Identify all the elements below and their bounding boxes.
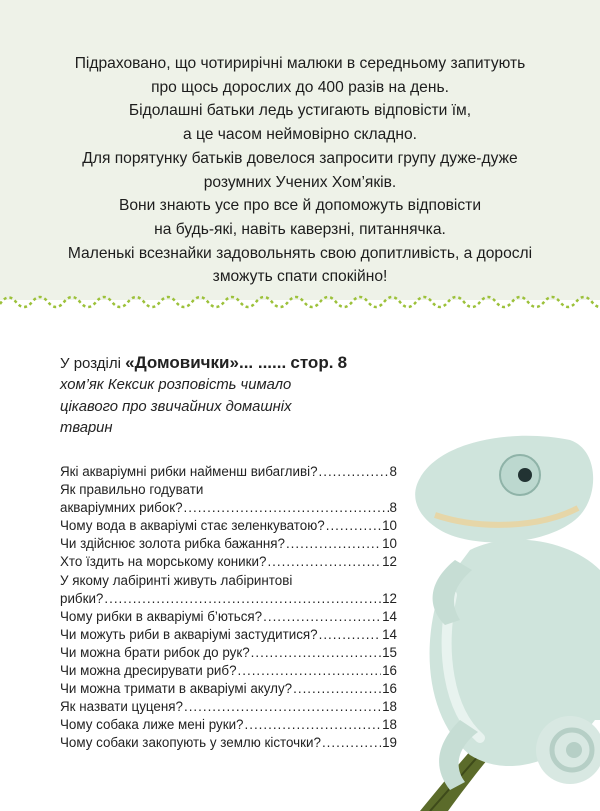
toc-page: 19 [382, 735, 397, 751]
toc-leader [293, 680, 381, 698]
toc-entry[interactable] [60, 716, 397, 734]
toc-title: Чи можна тримати в акваріумі акулу? [60, 681, 293, 697]
toc-entry[interactable] [60, 734, 397, 752]
toc-page: 18 [382, 717, 397, 733]
toc-leader [322, 734, 381, 752]
intro-line: розумних Учених Хом’яків. [203, 173, 397, 191]
toc-page: 16 [382, 663, 397, 679]
intro-line: зможуть спати спокійно! [212, 268, 388, 286]
toc-leader [263, 608, 381, 626]
toc-leader [286, 535, 381, 553]
toc-entry[interactable] [60, 481, 397, 517]
toc-leader [326, 517, 381, 535]
toc-leader [251, 644, 381, 662]
intro-line: Підраховано, що чотирирічні малюки в середньому запитують [74, 55, 526, 72]
section-description-line: цікавого про звичайних домашніх [60, 398, 292, 415]
toc-leader [245, 716, 382, 734]
toc-title: Чи можна брати рибок до рук? [60, 644, 250, 660]
toc-entry[interactable] [60, 680, 397, 698]
section-description-line: хом’як Кексик розповість чимало [60, 377, 292, 393]
toc-page: 14 [382, 608, 397, 624]
toc-entry[interactable] [60, 535, 397, 553]
intro-line: на будь-які, навіть каверзні, питаннячка. [154, 220, 446, 238]
section-prefix: У розділі [60, 355, 121, 372]
toc-leader [267, 553, 381, 571]
intro-line: а це часом неймовірно складно. [183, 126, 417, 144]
toc-page: 8 [389, 464, 397, 479]
toc-title: Чи можуть риби в акваріумі застудитися? [60, 626, 318, 642]
section-page-number: 8 [337, 353, 348, 372]
toc-leader [104, 590, 381, 608]
section-page-word: стор. [290, 353, 334, 372]
toc-page: 16 [382, 681, 397, 697]
toc-title: Чому собака лиже мені руки? [60, 717, 244, 733]
toc-leader [319, 463, 389, 481]
toc-page: 10 [382, 518, 397, 534]
toc-title: Чи здійснює золота рибка бажання? [60, 536, 285, 552]
toc-page: 8 [389, 500, 397, 516]
toc-title: Чому собаки закопують у землю кісточки? [60, 735, 321, 751]
intro-line: Для порятунку батьків довелося запросити групу дуже-дуже [82, 149, 518, 167]
intro-line: Бідолашні батьки ледь устигають відповісти їм, [128, 102, 472, 120]
section-title-line [60, 352, 410, 375]
section-name: «Домовички» [125, 353, 239, 372]
intro-text [40, 52, 560, 289]
table-of-contents [60, 463, 397, 753]
wavy-divider [0, 290, 600, 314]
section-dots: ... ...... [238, 353, 287, 372]
toc-title: Як правильно годувати [60, 482, 204, 498]
toc-title: Які акваріумні рибки найменш вибагливі? [60, 464, 318, 479]
toc-entry[interactable] [60, 662, 397, 680]
toc-title: Чому вода в акваріумі стає зеленкуватою? [60, 518, 325, 534]
toc-entry[interactable] [60, 517, 397, 535]
toc-leader [184, 499, 389, 517]
toc-page: 14 [382, 626, 397, 642]
toc-leader [184, 698, 381, 716]
section-description-line: тварин [60, 420, 113, 436]
toc-title: Чому рибки в акваріумі б’ються? [60, 608, 263, 624]
toc-page: 12 [382, 590, 397, 606]
toc-title-cont: рибки? [60, 590, 104, 606]
toc-entry[interactable] [60, 698, 397, 716]
toc-page: 12 [382, 554, 397, 570]
section-heading [60, 352, 410, 440]
toc-leader [319, 626, 382, 644]
toc-entry[interactable] [60, 572, 397, 608]
toc-entry[interactable] [60, 553, 397, 571]
toc-title: Як назвати цуценя? [60, 699, 183, 715]
toc-leader [238, 662, 382, 680]
toc-title-cont: акваріумних рибок? [60, 500, 183, 516]
intro-line: Вони знають усе про все й допоможуть відповісти [118, 197, 482, 215]
toc-entry[interactable] [60, 626, 397, 644]
chameleon-illustration [400, 420, 600, 811]
toc-entry[interactable] [60, 608, 397, 626]
section-description [60, 375, 410, 440]
toc-title: У якому лабіринті живуть лабіринтові [60, 572, 293, 588]
toc-entry[interactable] [60, 644, 397, 662]
toc-title: Хто їздить на морському коники? [60, 554, 267, 570]
intro-line: про щось дорослих до 400 разів на день. [151, 78, 449, 96]
toc-title: Чи можна дресирувати риб? [60, 663, 237, 679]
toc-page: 15 [382, 644, 397, 660]
toc-page: 10 [382, 536, 397, 552]
intro-line: Маленькі всезнайки задовольнять свою допитливість, а дорослі [67, 244, 533, 262]
toc-entry[interactable] [60, 463, 397, 481]
toc-page: 18 [382, 699, 397, 715]
